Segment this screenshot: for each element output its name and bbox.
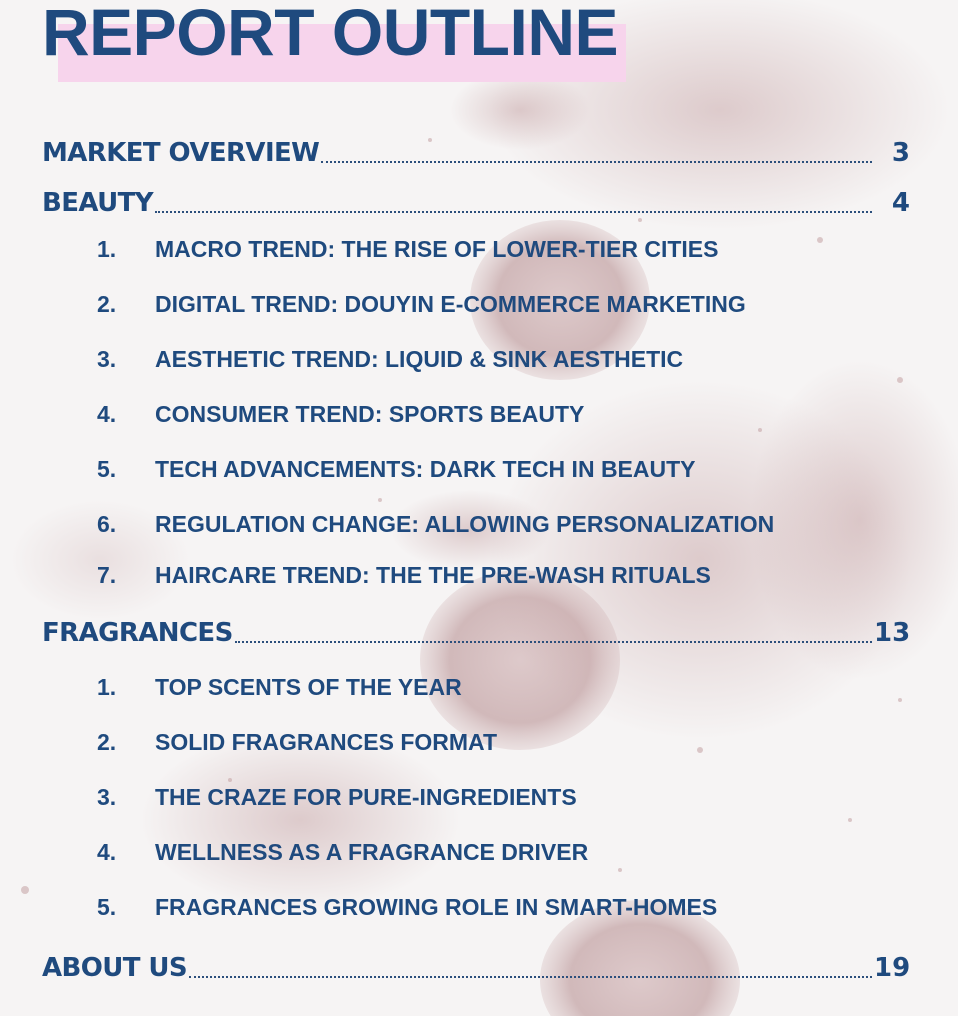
item-number: 6. <box>97 510 117 537</box>
item-number: 1. <box>97 235 117 262</box>
toc-item[interactable] <box>97 509 774 539</box>
item-number: 5. <box>97 455 117 482</box>
toc-item[interactable] <box>97 289 746 319</box>
item-label: WELLNESS AS A FRAGRANCE DRIVER <box>155 838 589 865</box>
item-label: HAIRCARE TREND: THE THE PRE-WASH RITUALS <box>155 561 711 588</box>
item-number: 1. <box>97 673 117 700</box>
section-label: MARKET OVERVIEW <box>42 138 320 168</box>
item-label: SOLID FRAGRANCES FORMAT <box>155 728 498 755</box>
section-label: FRAGRANCES <box>42 618 233 648</box>
toc-item[interactable] <box>97 727 497 757</box>
page-title: REPORT OUTLINE <box>42 0 619 69</box>
toc-item[interactable] <box>97 344 683 374</box>
item-number: 7. <box>97 561 117 588</box>
page-number: 19 <box>874 953 911 983</box>
item-label: TECH ADVANCEMENTS: DARK TECH IN BEAUTY <box>155 455 696 482</box>
toc-item[interactable] <box>97 454 696 484</box>
item-label: DIGITAL TREND: DOUYIN E-COMMERCE MARKETING <box>155 290 746 317</box>
toc-item[interactable] <box>97 782 577 812</box>
item-number: 2. <box>97 290 117 317</box>
dot-leader <box>155 211 872 213</box>
dot-leader <box>321 161 872 163</box>
item-label: CONSUMER TREND: SPORTS BEAUTY <box>155 400 585 427</box>
item-label: AESTHETIC TREND: LIQUID & SINK AESTHETIC <box>155 345 684 372</box>
toc-item[interactable] <box>97 672 462 702</box>
item-label: MACRO TREND: THE RISE OF LOWER-TIER CITIES <box>155 235 719 262</box>
item-label: REGULATION CHANGE: ALLOWING PERSONALIZATION <box>155 510 775 537</box>
toc-section-beauty[interactable] <box>42 176 910 216</box>
page-number: 3 <box>891 138 910 168</box>
item-label: TOP SCENTS OF THE YEAR <box>155 673 462 700</box>
toc-item[interactable] <box>97 399 584 429</box>
toc-item[interactable] <box>97 234 719 264</box>
dot-leader <box>235 641 872 643</box>
toc-section-fragrances[interactable] <box>42 606 910 646</box>
page-number: 13 <box>874 618 911 648</box>
item-number: 5. <box>97 893 117 920</box>
item-number: 3. <box>97 345 117 372</box>
item-number: 4. <box>97 838 117 865</box>
item-label: FRAGRANCES GROWING ROLE IN SMART-HOMES <box>155 893 718 920</box>
toc-item[interactable] <box>97 892 717 922</box>
item-number: 2. <box>97 728 117 755</box>
item-label: THE CRAZE FOR PURE-INGREDIENTS <box>155 783 577 810</box>
item-number: 4. <box>97 400 117 427</box>
item-number: 3. <box>97 783 117 810</box>
section-label: BEAUTY <box>42 188 153 218</box>
page-number: 4 <box>891 188 910 218</box>
dot-leader <box>189 976 872 978</box>
toc-item[interactable] <box>97 560 711 590</box>
section-label: ABOUT US <box>42 953 187 983</box>
toc-section-market-overview[interactable] <box>42 126 910 166</box>
toc-item[interactable] <box>97 837 588 867</box>
toc-section-about-us[interactable] <box>42 941 910 981</box>
